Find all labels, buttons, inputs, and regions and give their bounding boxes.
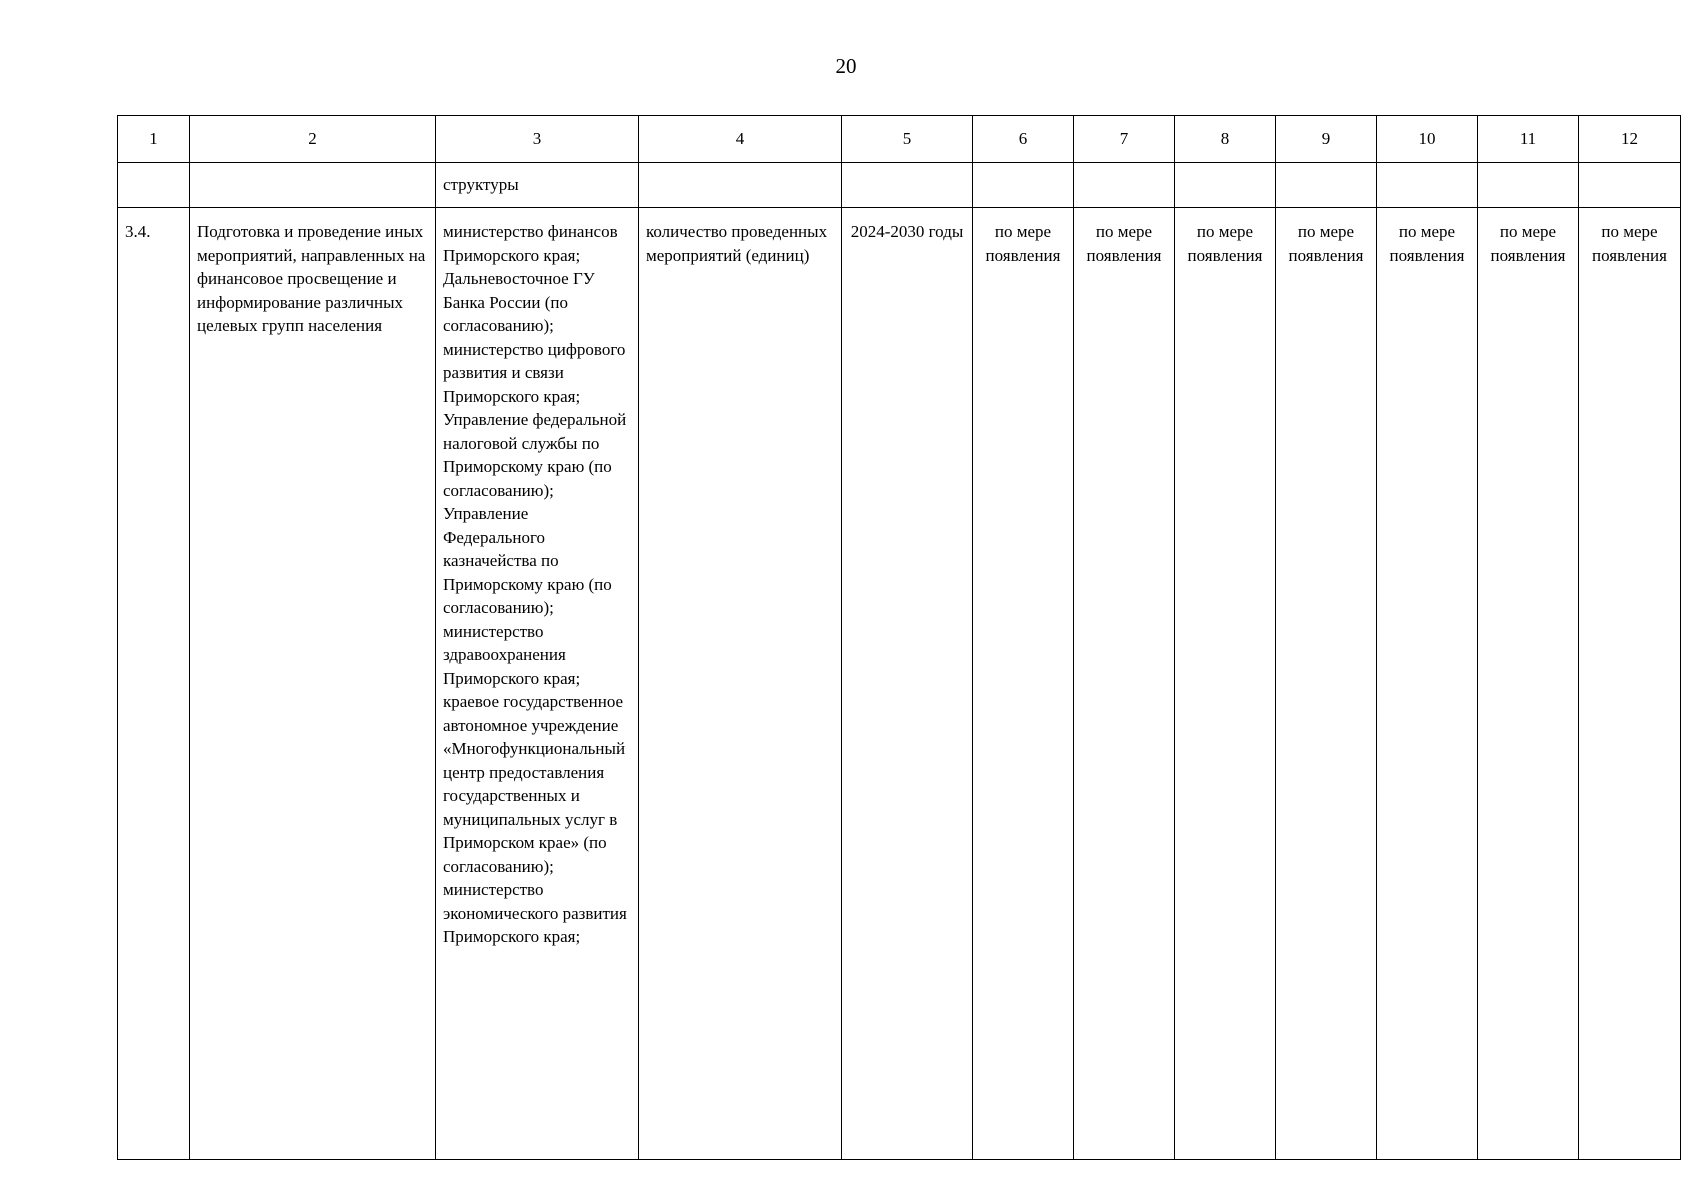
empty-cell [1579, 163, 1681, 208]
column-number: 7 [1074, 116, 1175, 163]
executors-cell: министерство финансов Приморского края; Дальневосточное ГУ Банка России (по согласованию); министерство цифрового развития и связи Приморского края; Управление федеральной налоговой службы по Приморскому краю (по согласованию); Управление Федерального казначейства по Приморскому краю (по согласованию); министерство здравоохранения Приморского края; краевое государственное автономное учреждение «Многофункциональный центр предоставления государственных и муниципальных услуг в Приморском крае» (по согласованию); министерство экономического развития Приморского края; [436, 208, 639, 1160]
column-number: 6 [973, 116, 1074, 163]
activities-table [117, 115, 1681, 1160]
column-number: 9 [1276, 116, 1377, 163]
continuation-row [118, 163, 1681, 208]
empty-cell [973, 163, 1074, 208]
column-number: 2 [190, 116, 436, 163]
value-cell: по мере появления [1579, 208, 1681, 1160]
value-cell: по мере появления [1377, 208, 1478, 1160]
value-cell: по мере появления [1276, 208, 1377, 1160]
empty-cell [190, 163, 436, 208]
column-number-row [118, 116, 1681, 163]
column-number: 8 [1175, 116, 1276, 163]
value-cell: по мере появления [1175, 208, 1276, 1160]
period-cell: 2024-2030 годы [842, 208, 973, 1160]
empty-cell [1276, 163, 1377, 208]
empty-cell [1175, 163, 1276, 208]
table-row [118, 208, 1681, 1160]
empty-cell [1478, 163, 1579, 208]
column-number: 3 [436, 116, 639, 163]
empty-cell [639, 163, 842, 208]
column-number: 11 [1478, 116, 1579, 163]
empty-cell [842, 163, 973, 208]
column-number: 12 [1579, 116, 1681, 163]
value-cell: по мере появления [973, 208, 1074, 1160]
column-number: 5 [842, 116, 973, 163]
empty-cell [118, 163, 190, 208]
column-number: 10 [1377, 116, 1478, 163]
empty-cell [1377, 163, 1478, 208]
continued-executor-cell: структуры [436, 163, 639, 208]
column-number: 4 [639, 116, 842, 163]
activity-name-cell: Подготовка и проведение иных мероприятий, направленных на финансовое просвещение и информирование различных целевых групп населения [190, 208, 436, 1160]
value-cell: по мере появления [1074, 208, 1175, 1160]
page-number: 20 [835, 54, 857, 78]
column-number: 1 [118, 116, 190, 163]
empty-cell [1074, 163, 1175, 208]
indicator-cell: количество проведенных мероприятий (единиц) [639, 208, 842, 1160]
value-cell: по мере появления [1478, 208, 1579, 1160]
row-number-cell: 3.4. [118, 208, 190, 1160]
